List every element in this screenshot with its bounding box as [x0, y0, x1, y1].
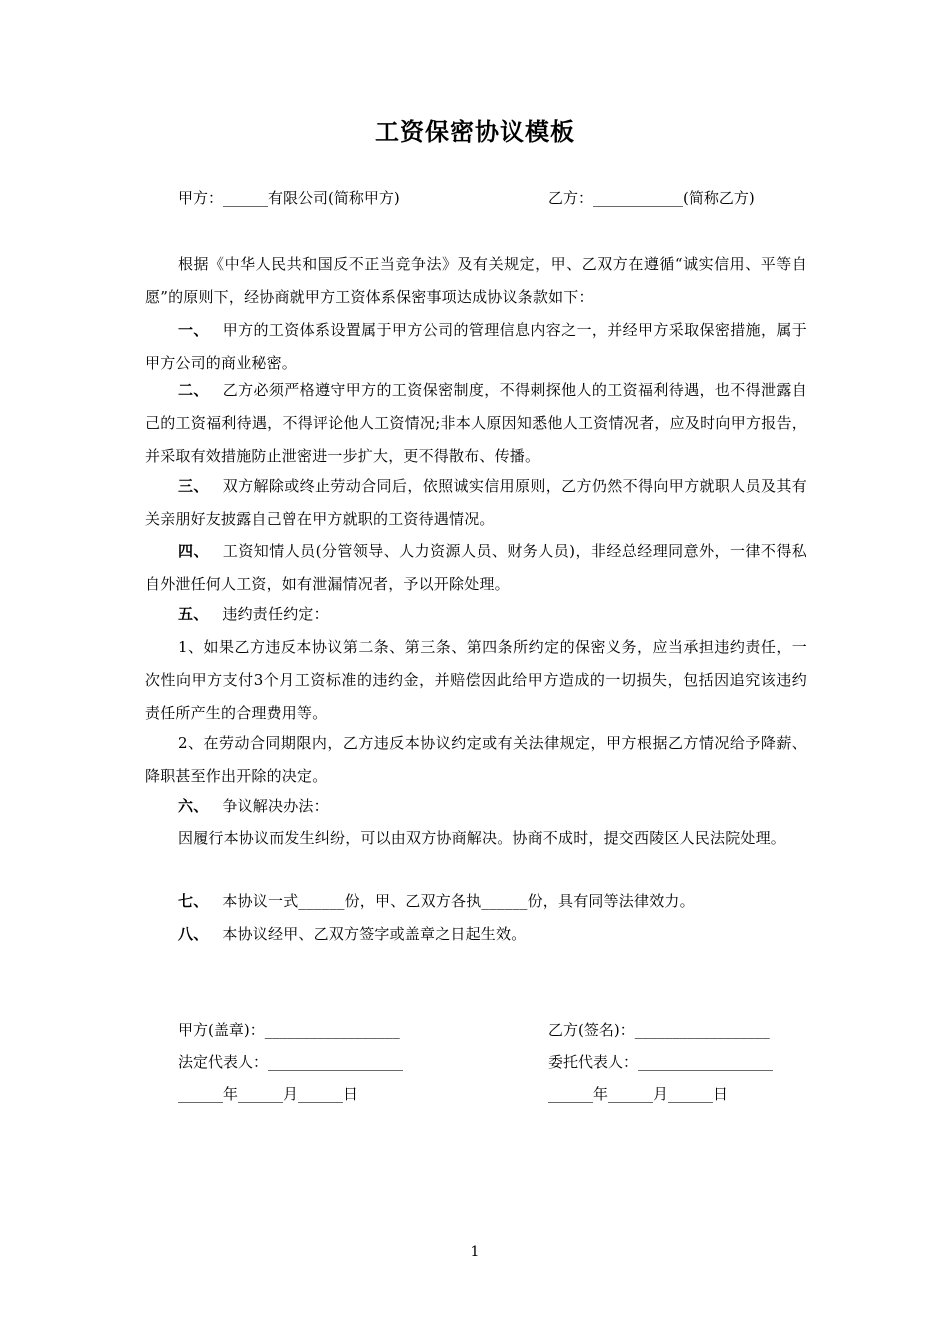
intro-paragraph: 根据《中华人民共和国反不正当竞争法》及有关规定，甲、乙双方在遵循“诚实信用、平等自愿”的原则下，经协商就甲方工资体系保密事项达成协议条款如下： — [145, 255, 807, 306]
party-b-header: 乙方：____________(简称乙方) — [548, 189, 755, 207]
clause-7 — [145, 885, 807, 918]
party-b-date-line: ______年______月______日 — [548, 1085, 729, 1103]
clause-number: 五、 — [178, 605, 209, 623]
clause-text: 乙方必须严格遵守甲方的工资保密制度，不得刺探他人的工资福利待遇，也不得泄露自己的工资福利待遇，不得评论他人工资情况;非本人原因知悉他人工资情况者，应及时向甲方报告，并采取有效措施防止泄密进一步扩大，更不得散布、传播。 — [145, 381, 807, 465]
clause-5 — [145, 598, 807, 631]
party-a-date-line: ______年______月______日 — [178, 1085, 359, 1103]
clause-number: 二、 — [178, 381, 209, 399]
party-a-legal-rep-line: 法定代表人：__________________ — [178, 1053, 404, 1071]
clause-text: 工资知情人员(分管领导、人力资源人员、财务人员)，非经总经理同意外，一律不得私自外泄任何人工资，如有泄漏情况者，予以开除处理。 — [145, 542, 807, 593]
clause-number: 八、 — [178, 925, 209, 943]
party-a-header: 甲方：______有限公司(简称甲方) — [178, 189, 400, 207]
party-b-agent-line: 委托代表人：__________________ — [548, 1053, 774, 1071]
clause-text: 本协议一式______份，甲、乙双方各执______份，具有同等法律效力。 — [222, 892, 695, 910]
clause-2 — [145, 374, 807, 473]
clause-8 — [145, 918, 807, 951]
dispute-paragraph: 因履行本协议而发生纠纷，可以由双方协商解决。协商不成时，提交西陵区人民法院处理。 — [178, 829, 787, 847]
liability-item-2: 2、在劳动合同期限内，乙方违反本协议约定或有关法律规定，甲方根据乙方情况给予降薪、降职甚至作出开除的决定。 — [145, 734, 807, 785]
liability-item-1: 1、如果乙方违反本协议第二条、第三条、第四条所约定的保密义务，应当承担违约责任，一次性向甲方支付3个月工资标准的违约金，并赔偿因此给甲方造成的一切损失，包括因追究该违约责任所产生的合理费用等。 — [145, 638, 807, 722]
clause-number: 一、 — [178, 321, 209, 339]
clause-3 — [145, 470, 807, 536]
clause-number: 三、 — [178, 477, 209, 495]
clause-number: 七、 — [178, 892, 209, 910]
clause-number: 六、 — [178, 797, 209, 815]
clause-text: 争议解决办法： — [222, 797, 329, 815]
party-a-seal-line: 甲方(盖章)：__________________ — [178, 1021, 400, 1039]
party-b-signature-line: 乙方(签名)：__________________ — [548, 1021, 770, 1039]
clause-text: 甲方的工资体系设置属于甲方公司的管理信息内容之一，并经甲方采取保密措施，属于甲方公司的商业秘密。 — [145, 321, 807, 372]
page-number: 1 — [470, 1244, 480, 1260]
clause-number: 四、 — [178, 542, 209, 560]
clause-6 — [145, 790, 807, 823]
clause-text: 违约责任约定： — [222, 605, 329, 623]
clause-1 — [145, 314, 807, 380]
clause-text: 本协议经甲、乙双方签字或盖章之日起生效。 — [222, 925, 527, 943]
page-title: 工资保密协议模板 — [375, 118, 575, 146]
clause-text: 双方解除或终止劳动合同后，依照诚实信用原则，乙方仍然不得向甲方就职人员及其有关亲朋好友披露自己曾在甲方就职的工资待遇情况。 — [145, 477, 807, 528]
clause-4 — [145, 535, 807, 601]
